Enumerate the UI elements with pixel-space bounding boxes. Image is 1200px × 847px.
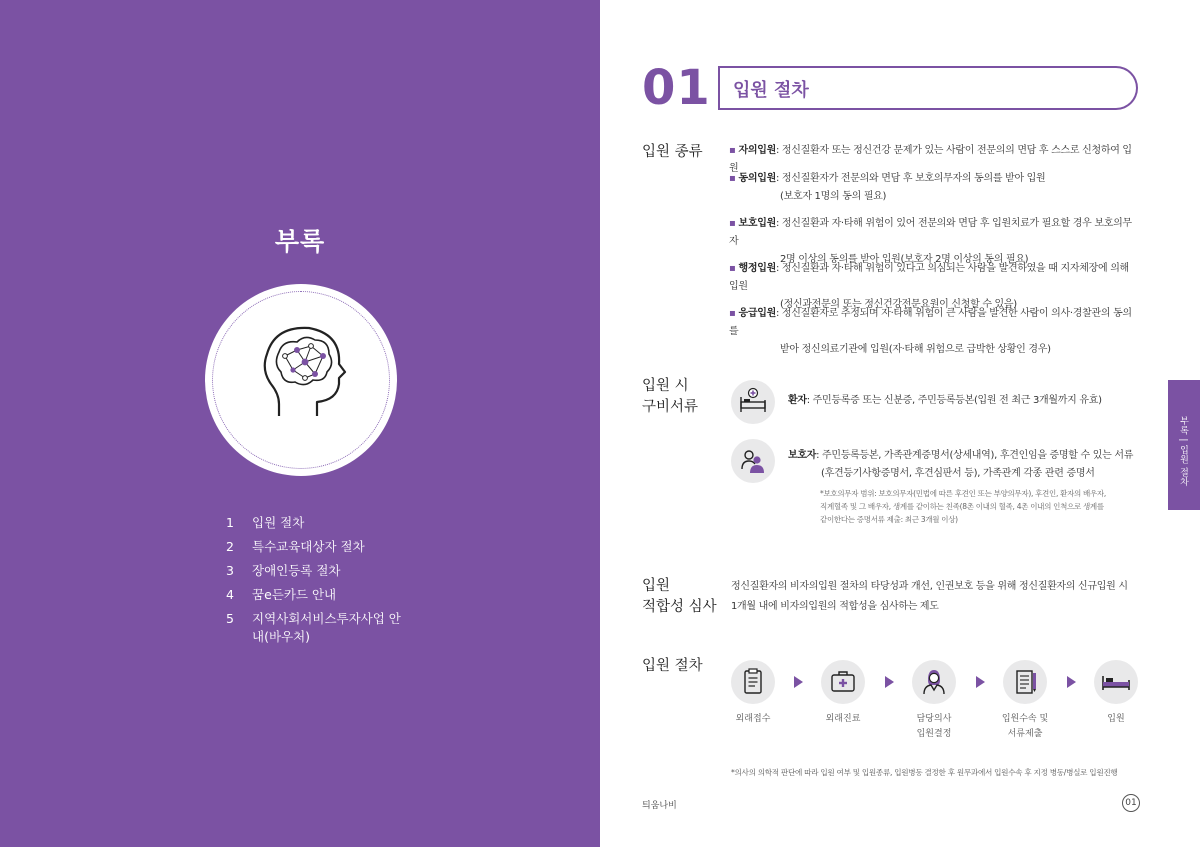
section-label-line: 적합성 심사 xyxy=(642,599,717,615)
guardian-docs xyxy=(788,447,1144,483)
patient-docs-title: 환자 xyxy=(788,395,807,406)
bullet-icon: ▪ xyxy=(729,308,736,319)
toc-number: 2 xyxy=(226,539,234,554)
brain-head-icon xyxy=(205,284,397,476)
step-label xyxy=(980,712,1070,742)
step-label-line: 서류제출 xyxy=(1007,729,1043,739)
toc-item[interactable] xyxy=(226,514,412,532)
admission-type-item xyxy=(729,170,1141,206)
doctor-icon xyxy=(912,660,956,704)
patient-docs-text: : 주민등록증 또는 신분증, 주민등록등본(입원 전 최근 3개월까지 유효) xyxy=(806,395,1102,406)
table-of-contents xyxy=(226,514,412,652)
chapter-number: 01 xyxy=(642,60,711,116)
section-label-line: 입원 시 xyxy=(642,378,689,394)
section-label-review xyxy=(642,576,717,618)
admission-type-name: 행정입원 xyxy=(738,263,776,274)
procedure-step xyxy=(1071,660,1161,727)
section-label-admission-types: 입원 종류 xyxy=(642,144,703,160)
admission-type-desc: : 정신질환자로 추정되며 자·타해 위험이 큰 사람을 발견한 사람이 의사·경찰관의 동의를 xyxy=(729,308,1132,337)
right-page xyxy=(600,0,1200,847)
admission-type-item xyxy=(729,305,1141,359)
toc-item[interactable] xyxy=(226,538,412,556)
page-number: 01 xyxy=(1122,794,1140,812)
admission-type-desc: : 정신질환과 자·타해 위험이 있다고 의심되는 사람을 발견하였을 때 지자체장에 의해 입원 xyxy=(729,263,1129,292)
guardian-note-line: *보호의무자 범위: 보호의무자(민법에 따른 후견인 또는 부양의무자), 후견인, 환자의 배우자, xyxy=(820,489,1106,498)
procedure-step xyxy=(980,660,1070,742)
section-label-line: 입원 xyxy=(642,578,671,594)
step-label-line: 입원수속 및 xyxy=(1001,714,1049,724)
toc-item[interactable] xyxy=(226,586,412,604)
bullet-icon: ▪ xyxy=(729,263,736,274)
guardian-docs-title: 보호자 xyxy=(788,450,817,461)
review-line: 1개월 내에 비자의입원의 적합성을 심사하는 제도 xyxy=(731,601,939,612)
step-label-line: 입원 xyxy=(1107,714,1125,724)
patient-docs xyxy=(788,392,1144,410)
guardian-note-line: 직계혈족 및 그 배우자, 생계를 같이하는 친족(8촌 이내의 혈족, 4촌 이내의 인척으로 생계를 xyxy=(820,502,1104,511)
step-label xyxy=(708,712,798,727)
step-label-line: 외래접수 xyxy=(735,714,771,724)
hero-circle xyxy=(205,284,397,476)
step-label-line: 담당의사 xyxy=(916,714,952,724)
step-label xyxy=(889,712,979,742)
side-tab[interactable] xyxy=(1168,380,1200,510)
step-label xyxy=(798,712,888,727)
admission-type-desc-cont: (보호자 1명의 동의 필요) xyxy=(780,191,887,202)
procedure-step xyxy=(708,660,798,727)
admission-type-name: 응급입원 xyxy=(738,308,776,319)
toc-number: 1 xyxy=(226,515,234,530)
step-label-line: 입원결정 xyxy=(916,729,952,739)
toc-label: 지역사회서비스투자사업 안내(바우처) xyxy=(252,611,401,644)
bed-icon xyxy=(1094,660,1138,704)
admission-type-name: 동의입원 xyxy=(738,173,776,184)
toc-number: 4 xyxy=(226,587,234,602)
admission-type-desc: : 정신질환자가 전문의와 면담 후 보호의무자의 동의를 받아 입원 xyxy=(775,173,1046,184)
guardian-docs-text-cont: (후견등기사항증명서, 후견심판서 등), 가족관계 각종 관련 증명서 xyxy=(821,468,1095,479)
toc-item[interactable] xyxy=(226,610,412,646)
bullet-icon: ▪ xyxy=(729,218,736,229)
step-label xyxy=(1071,712,1161,727)
toc-number: 5 xyxy=(226,611,234,626)
toc-label: 장애인등록 절차 xyxy=(252,563,341,578)
document-icon xyxy=(1003,660,1047,704)
appendix-title: 부록 xyxy=(274,227,326,256)
admission-type-name: 보호입원 xyxy=(738,218,776,229)
admission-type-name: 자의입원 xyxy=(738,145,776,156)
procedure-step xyxy=(889,660,979,742)
toc-label: 입원 절차 xyxy=(252,515,305,530)
guardian-docs-text: : 주민등록등본, 가족관계증명서(상세내역), 후견인임을 증명할 수 있는 서류 xyxy=(816,450,1134,461)
bullet-icon: ▪ xyxy=(729,173,736,184)
toc-label: 특수교육대상자 절차 xyxy=(252,539,365,554)
side-tab-label: 부록 | 입원 절차 xyxy=(1178,416,1188,487)
toc-number: 3 xyxy=(226,563,234,578)
footer-brand: 틔움나비 xyxy=(642,801,677,811)
review-description xyxy=(731,577,1143,617)
toc-item[interactable] xyxy=(226,562,412,580)
chapter-title: 입원 절차 xyxy=(733,80,809,101)
bullet-icon: ▪ xyxy=(729,145,736,156)
procedure-step xyxy=(798,660,888,727)
admission-type-desc-cont: 받아 정신의료기관에 입원(자·타해 위험으로 급박한 상황인 경우) xyxy=(780,344,1051,355)
medical-kit-icon xyxy=(821,660,865,704)
patient-bed-icon xyxy=(731,380,775,424)
step-label-line: 외래진료 xyxy=(825,714,861,724)
section-label-documents xyxy=(642,376,698,418)
admission-type-desc-cont: 2명 이상의 동의를 받아 입원(보호자 2명 이상의 동의 필요) xyxy=(780,254,1029,265)
review-line: 정신질환자의 비자의입원 절차의 타당성과 개선, 인권보호 등을 위해 정신질환자의 신규입원 시 xyxy=(731,581,1128,592)
guardian-note xyxy=(820,487,1150,526)
clipboard-icon xyxy=(731,660,775,704)
guardian-icon xyxy=(731,439,775,483)
guardian-note-line: 같이한다는 증명서류 제출: 최근 3개월 이상) xyxy=(820,515,958,524)
admission-type-desc: : 정신질환자 또는 정신건강 문제가 있는 사람이 전문의의 면담 후 스스로 신청하여 입원 xyxy=(729,145,1132,174)
section-label-line: 구비서류 xyxy=(642,399,699,415)
toc-label: 꿈e든카드 안내 xyxy=(252,587,337,602)
procedure-footnote: *의사의 의학적 판단에 따라 입원 여부 및 입원종류, 입원병동 결정한 후 원무과에서 입원수속 후 지정 병동/병실로 입원진행 xyxy=(731,768,1118,777)
admission-type-desc-cont: (정신과전문의 또는 정신건강전문요원이 신청할 수 있음) xyxy=(780,299,1017,310)
section-label-procedure: 입원 절차 xyxy=(642,658,703,674)
admission-type-desc: : 정신질환과 자·타해 위험이 있어 전문의와 면담 후 입원치료가 필요할 경우 보호의무자 xyxy=(729,218,1132,247)
